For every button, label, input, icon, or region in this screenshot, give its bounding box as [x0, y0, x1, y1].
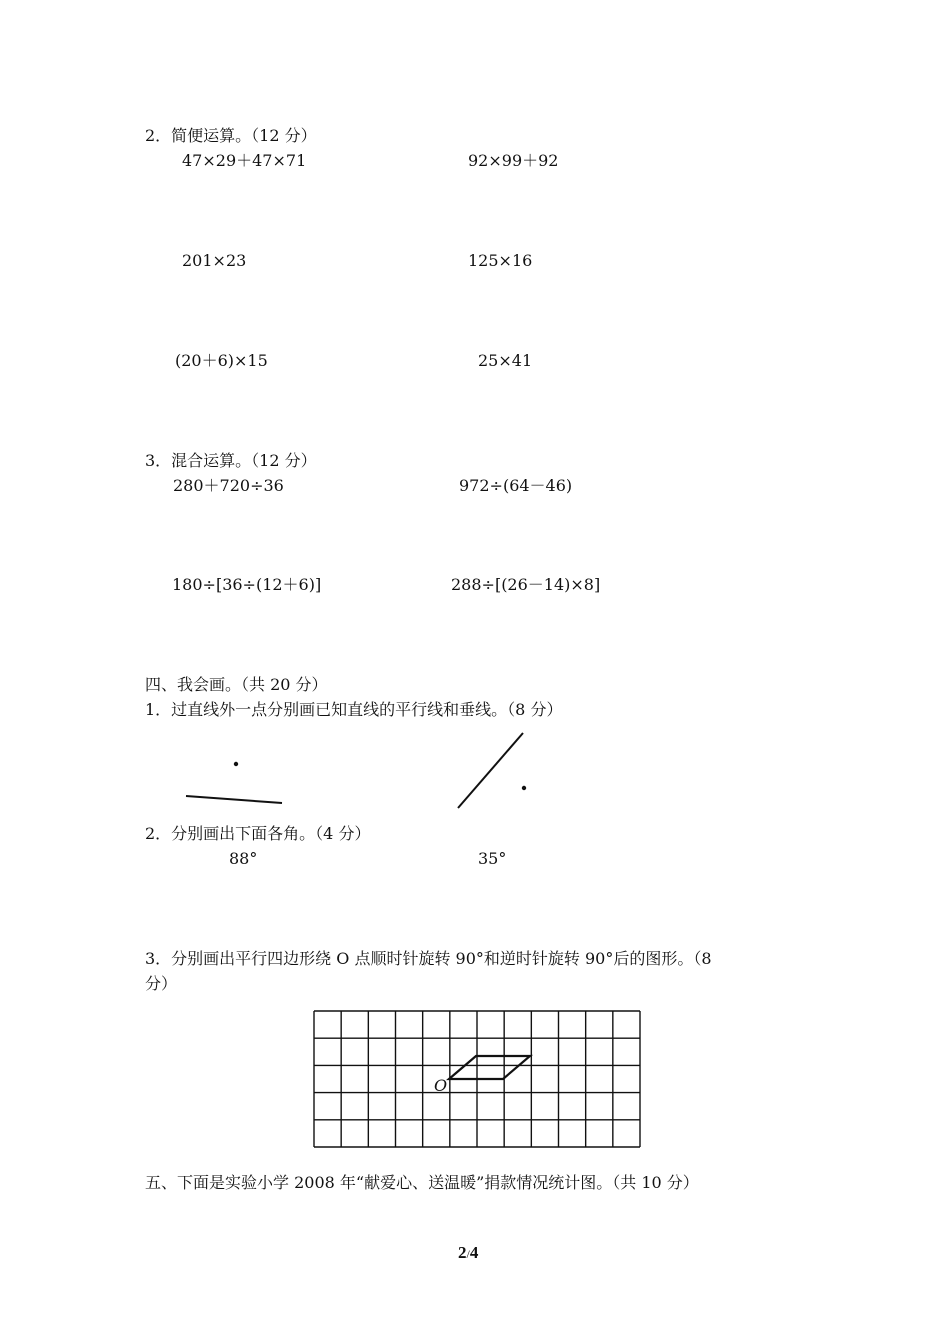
angle-88-label: 88° — [229, 849, 258, 868]
part4-question-2: 2．分别画出下面各角。（4 分） — [145, 824, 371, 843]
section3-title: 3．混合运算。（12 分） — [145, 451, 317, 470]
section2-item-4: 125×16 — [468, 251, 533, 270]
point-o-label: O — [434, 1076, 448, 1095]
part4-question-3-line-1: 3．分别画出平行四边形绕 O 点顺时针旋转 90°和逆时针旋转 90°后的图形。（8 — [145, 949, 712, 968]
section3-item-2: 972÷(64－46) — [459, 476, 573, 495]
page-number — [458, 1243, 478, 1264]
section2-item-3: 201×23 — [182, 251, 247, 270]
section2-item-1: 47×29＋47×71 — [182, 151, 307, 170]
current-page: 2 — [458, 1243, 467, 1262]
section2-item-2: 92×99＋92 — [468, 151, 559, 170]
angle-35-label: 35° — [478, 849, 507, 868]
part4-heading: 四、我会画。（共 20 分） — [145, 675, 328, 694]
page-separator: / — [466, 1247, 470, 1261]
section2-title: 2．简便运算。（12 分） — [145, 126, 317, 145]
parallelogram — [449, 1056, 530, 1079]
part4-question-3-line-2: 分） — [145, 974, 178, 993]
part5-heading: 五、下面是实验小学 2008 年“献爱心、送温暖”捐款情况统计图。（共 10 分） — [145, 1173, 699, 1192]
section2-item-5: (20＋6)×15 — [175, 351, 268, 370]
section3-item-1: 280＋720÷36 — [173, 476, 284, 495]
section3-item-3: 180÷[36÷(12＋6)] — [172, 575, 322, 594]
total-pages: 4 — [469, 1243, 479, 1262]
section2-item-6: 25×41 — [478, 351, 533, 370]
part4-question-1: 1．过直线外一点分别画已知直线的平行线和垂线。（8 分） — [145, 700, 563, 719]
section3-item-4: 288÷[(26－14)×8] — [451, 575, 601, 594]
